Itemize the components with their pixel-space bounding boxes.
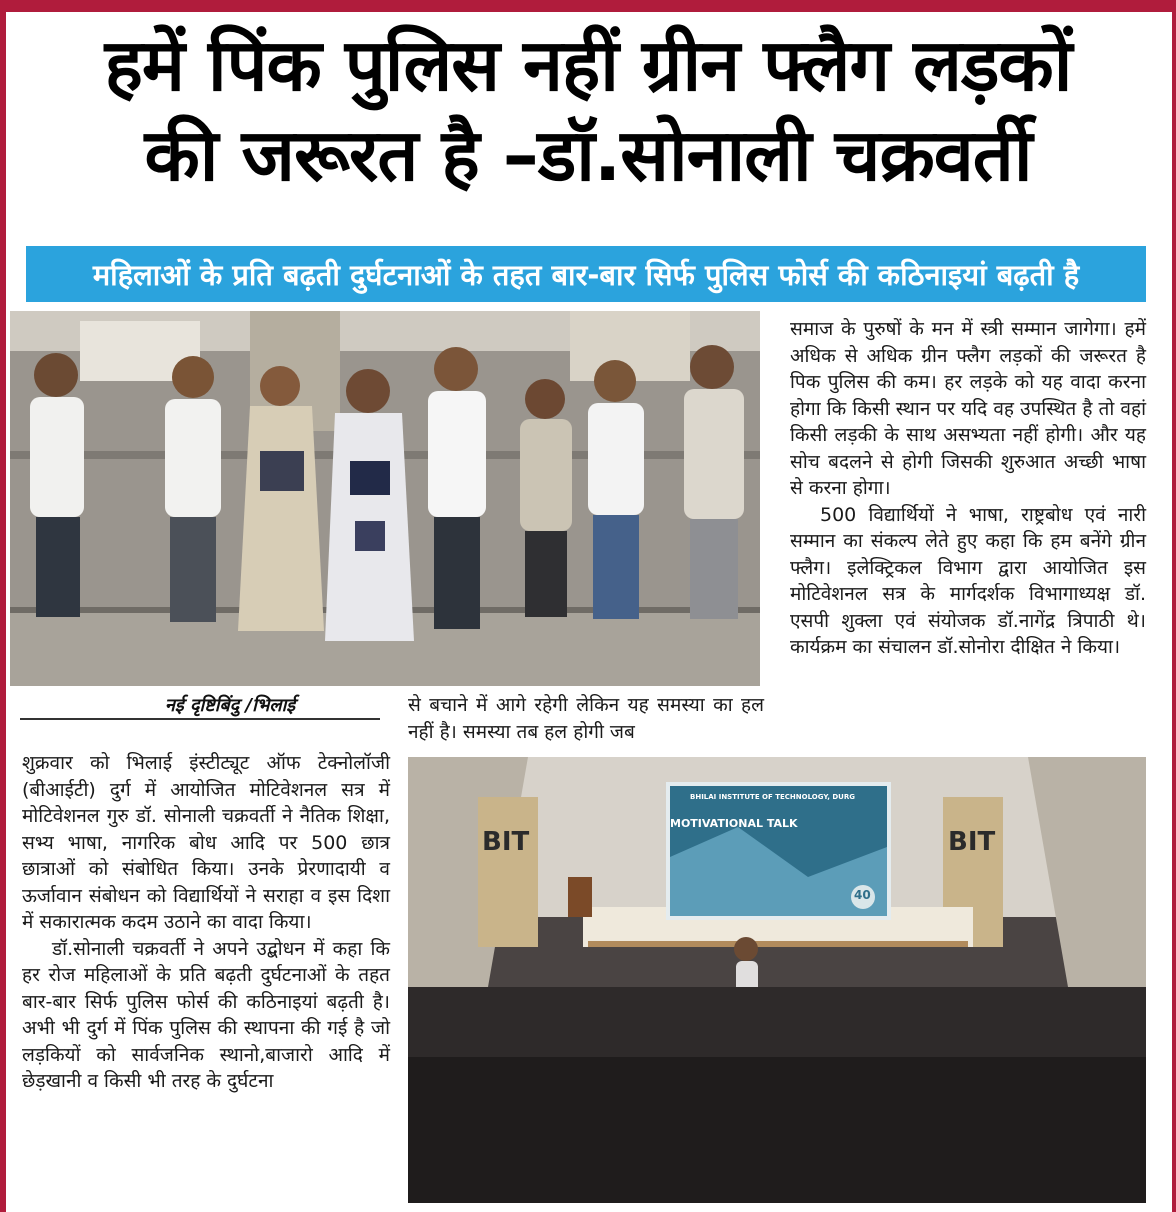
auditorium-photo <box>408 757 1146 1203</box>
page-border-right <box>1172 0 1176 1212</box>
bit-logo-right: BIT <box>948 827 996 857</box>
anniversary-badge: 40 <box>854 888 871 902</box>
headline-line-1: हमें पिंक पुलिस नहीं ग्रीन फ्लैग लड़कों <box>104 23 1072 107</box>
article-paragraph-3: समाज के पुरुषों के मन में स्त्री सम्मान जागेगा। हमें अधिक से अधिक ग्रीन फ्लैग लड़कों की जरूरत है पिक पुलिस की कम। हर लड़के को यह वादा करना होगा कि किसी स्थान पर यदि वह उपस्थित है तो वहां किसी लड़की के साथ असभ्यता नहीं होगी। और यह सोच बदलने से होगी जिसकी शुरुआत अच्छी भाषा से करना होगा। <box>790 318 1146 499</box>
headline-line-2: की जरूरत है –डॉ.सोनाली चक्रवर्ती <box>144 113 1032 197</box>
page-border-top <box>0 0 1176 12</box>
article-column-right <box>790 316 1146 661</box>
subheadline-text: महिलाओं के प्रति बढ़ती दुर्घटनाओं के तहत बार-बार सिर्फ पुलिस फोर्स की कठिनाइयां बढ़ती है <box>92 257 1080 292</box>
article-paragraph-4: 500 विद्यार्थियों ने भाषा, राष्ट्रबोध एवं नारी सम्मान का संकल्प लेते हुए कहा कि हम बनेंगे ग्रीन फ्लैग। इलेक्ट्रिकल विभाग द्वारा आयोजित इस मोटिवेशनल सत्र के मार्गदर्शक विभागाध्यक्ष डॉ. एसपी शुक्ला एवं संयोजक डॉ.नागेंद्र त्रिपाठी थे।कार्यक्रम का संचालन डॉ.सोनोरा दीक्षित ने किया। <box>790 503 1146 658</box>
article-paragraph-continued: से बचाने में आगे रहेगी लेकिन यह समस्या का हल नहीं है। समस्या तब हल होगी जब <box>408 694 764 743</box>
article-column-middle <box>408 692 764 745</box>
screen-title: MOTIVATIONAL TALK <box>670 817 798 830</box>
article-paragraph-1: शुक्रवार को भिलाई इंस्टीट्यूट ऑफ टेक्नोलॉजी (बीआईटी) दुर्ग में आयोजित मोटिवेशनल सत्र में मोटिवेशनल गुरु डॉ. सोनाली चक्रवर्ती ने नैतिक शिक्षा, सभ्य भाषा, नागरिक बोध आदि पर 500 छात्र छात्राओं को संबोधित किया। उनके प्रेरणादायी व ऊर्जावान संबोधन को विद्यार्थियों ने सराहा व इस दिशा में सकारात्मक कदम उठाने का वादा किया। <box>22 752 390 933</box>
headline <box>10 20 1166 200</box>
article-column-left <box>22 750 390 1095</box>
page-border-left <box>0 0 6 1212</box>
byline: नई दृष्टिबिंदु /भिलाई <box>164 695 296 716</box>
bit-logo-left: BIT <box>482 827 530 857</box>
screen-institute: BHILAI INSTITUTE OF TECHNOLOGY, DURG <box>690 793 855 801</box>
group-photo-illustration <box>10 311 760 686</box>
article-paragraph-2: डॉ.सोनाली चक्रवर्ती ने अपने उद्बोधन में कहा कि हर रोज महिलाओं के प्रति बढ़ती दुर्घटनाओं के तहत बार-बार सिर्फ पुलिस फोर्स की कठिनाइयां बढ़ती है। अभी भी दुर्ग में पिंक पुलिस की स्थापना की गई है जो लड़कियों को सार्वजनिक स्थानो,बाजारो आदि में छेड़खानी व किसी भी तरह के दुर्घटना <box>22 937 390 1092</box>
byline-divider <box>20 718 380 720</box>
group-photo <box>10 311 760 686</box>
subheadline-banner <box>26 246 1146 302</box>
